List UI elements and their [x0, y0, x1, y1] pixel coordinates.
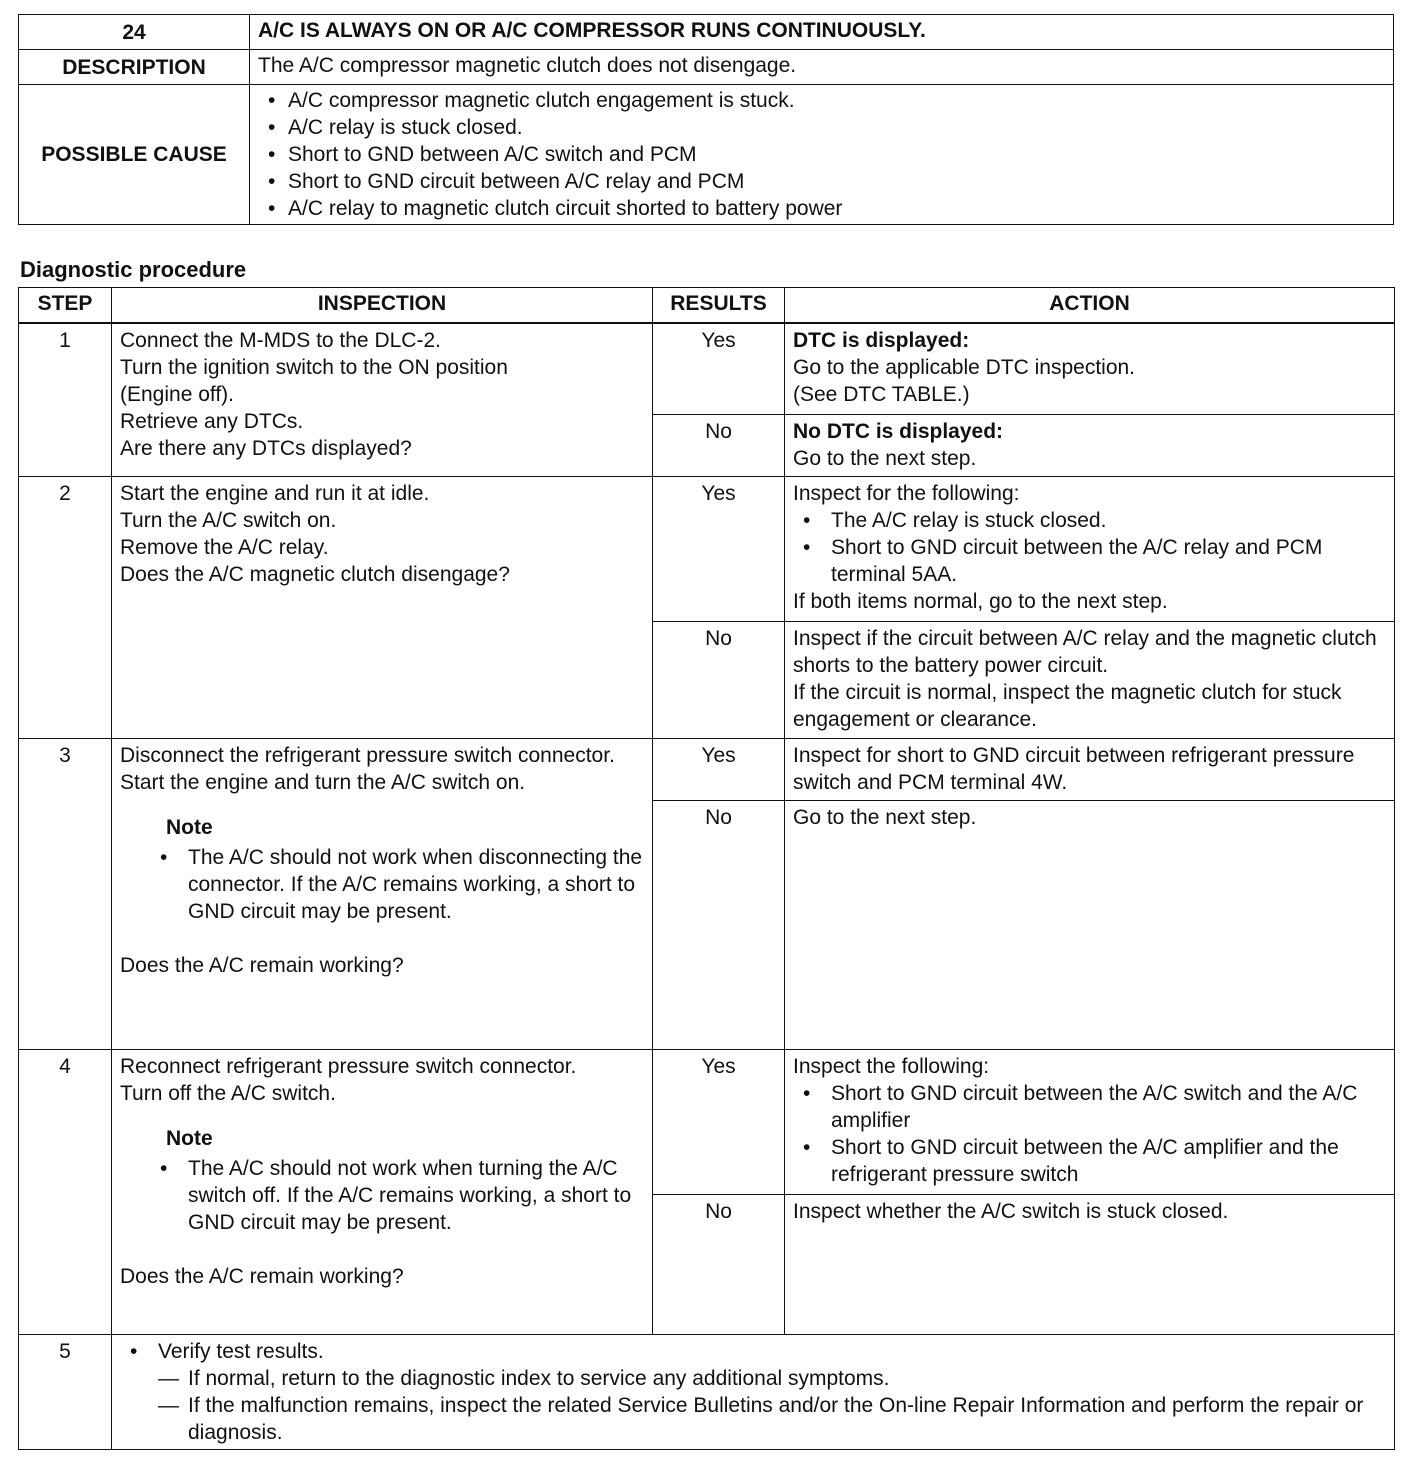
action-line: Inspect whether the A/C switch is stuck closed. [793, 1199, 1229, 1223]
action-no [785, 800, 1395, 1049]
action-line: Go to the next step. [793, 446, 977, 470]
diagnostic-procedure-heading: Diagnostic procedure [20, 257, 247, 282]
step-inspection [112, 323, 653, 476]
note-item: • The A/C should not work when disconnecting the connector. If the A/C remains working, a short to GND circuit may be present. [188, 844, 644, 925]
possible-cause-cell [250, 85, 1394, 225]
step-number: 3 [19, 738, 112, 1049]
cause-item: • A/C relay is stuck closed. [288, 114, 1385, 141]
action-line: If the circuit is normal, inspect the magnetic clutch for stuck engagement or clearance. [793, 680, 1342, 731]
note-item: • The A/C should not work when turning the A/C switch off. If the A/C remains working, a short to GND circuit may be present. [188, 1155, 644, 1236]
action-bullet: • Short to GND circuit between the A/C switch and the A/C amplifier [831, 1080, 1386, 1134]
inspection-line: Remove the A/C relay. [120, 535, 329, 559]
note-list [120, 1155, 644, 1236]
note-list [120, 844, 644, 925]
header-step: STEP [19, 288, 112, 324]
inspection-line: Start the engine and run it at idle. [120, 481, 430, 505]
cause-item: • Short to GND circuit between A/C relay and PCM [288, 168, 1385, 195]
step-number: 2 [19, 476, 112, 738]
action-line: Go to the applicable DTC inspection. [793, 356, 1136, 379]
action-line: Inspect for short to GND circuit between refrigerant pressure switch and PCM terminal 4W. [793, 743, 1355, 794]
action-no [785, 414, 1395, 476]
symptom-title: A/C IS ALWAYS ON OR A/C COMPRESSOR RUNS CONTINUOUSLY. [250, 15, 1394, 50]
step-number: 4 [19, 1049, 112, 1334]
verify-item [158, 1338, 1386, 1446]
inspection-line: Start the engine and turn the A/C switch on. [120, 770, 526, 794]
action-bullet: • The A/C relay is stuck closed. [831, 507, 1386, 534]
inspection-line: Turn off the A/C switch. [120, 1081, 336, 1105]
possible-cause-label: POSSIBLE CAUSE [19, 85, 250, 225]
step-number: 1 [19, 323, 112, 476]
result-no: No [653, 621, 785, 738]
note-title: Note [166, 815, 213, 839]
verify-dash-list [158, 1365, 1386, 1446]
result-yes: Yes [653, 1049, 785, 1194]
verify-list [120, 1338, 1386, 1446]
inspection-line: (Engine off). [120, 383, 235, 406]
inspection-line: Does the A/C magnetic clutch disengage? [120, 562, 510, 586]
verify-dash-item: — If the malfunction remains, inspect the related Service Bulletins and/or the On-line Repair Information and perform the repair or diagnosis. [188, 1392, 1386, 1446]
action-yes [785, 1049, 1395, 1194]
header-results: RESULTS [653, 288, 785, 324]
result-yes: Yes [653, 738, 785, 800]
result-no: No [653, 1194, 785, 1334]
result-no: No [653, 800, 785, 1049]
inspection-line: Are there any DTCs displayed? [120, 437, 412, 460]
action-bullet: • Short to GND circuit between the A/C relay and PCM terminal 5AA. [831, 534, 1386, 588]
action-intro: Inspect the following: [793, 1054, 990, 1078]
header-action: ACTION [785, 288, 1395, 324]
step-number: 5 [19, 1334, 112, 1449]
verify-dash-item: — If normal, return to the diagnostic index to service any additional symptoms. [188, 1365, 1386, 1392]
action-bullet-list [793, 507, 1386, 588]
action-intro: Inspect for the following: [793, 481, 1020, 505]
action-line: (See DTC TABLE.) [793, 383, 970, 406]
note-title: Note [166, 1126, 213, 1150]
result-no: No [653, 414, 785, 476]
verify-text: Verify test results. [158, 1339, 324, 1363]
action-heading: DTC is displayed: [793, 329, 970, 352]
diagnostic-procedure-table [18, 287, 1395, 1450]
cause-item: • Short to GND between A/C switch and PCM [288, 141, 1385, 168]
possible-cause-list [258, 87, 1385, 222]
inspection-question: Does the A/C remain working? [120, 953, 404, 977]
symptom-number: 24 [19, 15, 250, 50]
action-no [785, 621, 1395, 738]
cause-item: • A/C compressor magnetic clutch engagement is stuck. [288, 87, 1385, 114]
action-line: Go to the next step. [793, 805, 977, 829]
inspection-line: Reconnect refrigerant pressure switch connector. [120, 1054, 577, 1078]
result-yes: Yes [653, 323, 785, 414]
step-verify [112, 1334, 1395, 1449]
inspection-line: Disconnect the refrigerant pressure switch connector. [120, 743, 615, 767]
action-bullet: • Short to GND circuit between the A/C amplifier and the refrigerant pressure switch [831, 1134, 1386, 1188]
action-yes [785, 738, 1395, 800]
step-inspection [112, 476, 653, 738]
action-yes [785, 476, 1395, 621]
action-yes [785, 323, 1395, 414]
action-heading: No DTC is displayed: [793, 419, 1004, 443]
inspection-line: Turn the A/C switch on. [120, 508, 337, 532]
description-label: DESCRIPTION [19, 50, 250, 85]
inspection-line: Turn the ignition switch to the ON position [120, 356, 508, 379]
inspection-question: Does the A/C remain working? [120, 1264, 404, 1288]
step-inspection [112, 738, 653, 1049]
description-text: The A/C compressor magnetic clutch does not disengage. [250, 50, 1394, 85]
action-line: Inspect if the circuit between A/C relay and the magnetic clutch shorts to the battery power circuit. [793, 626, 1377, 677]
symptom-table [18, 14, 1394, 225]
action-outro: If both items normal, go to the next step. [793, 589, 1168, 613]
action-no [785, 1194, 1395, 1334]
step-inspection [112, 1049, 653, 1334]
header-inspection: INSPECTION [112, 288, 653, 324]
result-yes: Yes [653, 476, 785, 621]
inspection-line: Connect the M-MDS to the DLC-2. [120, 329, 441, 352]
action-bullet-list [793, 1080, 1386, 1188]
inspection-line: Retrieve any DTCs. [120, 410, 304, 433]
cause-item: • A/C relay to magnetic clutch circuit shorted to battery power [288, 195, 1385, 222]
